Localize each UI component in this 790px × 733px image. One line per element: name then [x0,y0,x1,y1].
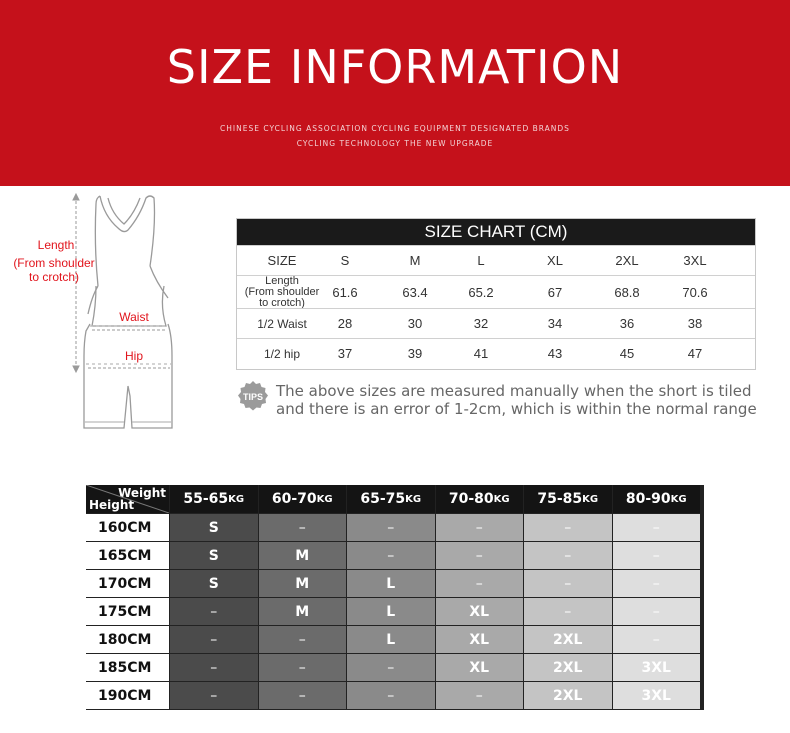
height-row-label: 165CM [86,542,169,569]
size-row-waist [237,308,755,338]
size-chart-title: SIZE CHART (CM) [237,219,755,245]
size-cell: – [347,514,435,541]
size-cell: – [524,598,612,625]
hip-s: 37 [337,346,353,361]
weight-range: 60-70 [271,491,317,507]
waist-3xl: 38 [687,316,703,331]
size-cell: 3XL [613,654,701,681]
weight-unit: KG [582,493,599,505]
size-cell: – [524,514,612,541]
corner-weight-label: Weight [118,486,166,500]
weight-unit: KG [228,493,245,505]
size-cell: – [613,570,701,597]
size-cell: – [170,654,258,681]
weight-unit: KG [493,493,510,505]
height-row-label: 170CM [86,570,169,597]
tips-badge [237,380,269,412]
size-cell: – [170,626,258,653]
size-cell: L [347,626,435,653]
weight-range: 80-90 [625,491,671,507]
hip-label: Hip [124,349,143,363]
size-cell: – [524,542,612,569]
weight-height-corner [86,485,169,513]
length-label: Length [37,238,75,252]
weight-column-header [259,485,347,513]
size-cell: 2XL [524,626,612,653]
size-cell: – [170,682,258,709]
size-cell: XL [436,654,524,681]
size-cell: – [613,626,701,653]
weight-range: 70-80 [448,491,494,507]
size-cell: S [170,514,258,541]
hip-m: 39 [407,346,423,361]
corner-height-label: Height [89,498,135,512]
size-cell: L [347,570,435,597]
waist-label: Waist [119,310,149,324]
length-2xl: 68.8 [614,284,640,300]
size-cell: XL [436,626,524,653]
length-xl: 67 [547,284,563,300]
size-cell: L [347,598,435,625]
size-col-2xl: 2XL [615,253,639,268]
weight-unit: KG [405,493,422,505]
weight-unit: KG [316,493,333,505]
height-row-label: 185CM [86,654,169,681]
size-cell: – [347,542,435,569]
size-cell: – [613,514,701,541]
hip-row-label: 1/2 hip [263,346,301,361]
weight-unit: KG [670,493,687,505]
size-cell: – [613,598,701,625]
size-chart-table [236,218,756,370]
tips-badge-text: TIPS [242,392,264,402]
size-cell: 3XL [613,682,701,709]
size-cell: – [436,682,524,709]
size-cell: M [259,570,347,597]
weight-column-header [613,485,701,513]
size-cell: – [170,598,258,625]
size-col-m: M [409,253,421,268]
length-3xl: 70.6 [682,284,708,300]
size-cell: 2XL [524,654,612,681]
length-s: 61.6 [332,284,358,300]
size-cell: M [259,598,347,625]
size-cell: – [347,682,435,709]
length-row-label [237,276,327,308]
height-row-label: 175CM [86,598,169,625]
size-cell: S [170,570,258,597]
length-row-label-3: to crotch) [259,296,305,309]
weight-range: 55-65 [183,491,229,507]
size-cell: S [170,542,258,569]
length-note-1: (From shoulder [13,256,95,270]
corner-diagonal [86,485,169,513]
tips-line-2: and there is an error of 1-2cm, which is within the normal range [276,400,757,418]
weight-column-header [436,485,524,513]
size-cell: – [613,542,701,569]
banner-subtitle-2: CYCLING TECHNOLOGY THE NEW UPGRADE [296,139,494,148]
length-l: 65.2 [468,284,494,300]
hip-xl: 43 [547,346,563,361]
weight-column-header [347,485,435,513]
height-row-label: 180CM [86,626,169,653]
bib-shorts-diagram [0,186,230,446]
size-cell: – [259,682,347,709]
size-cell: 2XL [524,682,612,709]
tips-note [276,382,757,418]
size-col-l: L [477,253,485,268]
size-row-length [237,275,755,308]
tips-line-1: The above sizes are measured manually when the short is tiled [276,382,752,400]
waist-l: 32 [473,316,489,331]
page-title: SIZE INFORMATION [166,40,624,94]
length-row-label-2: (From shoulder [244,285,320,298]
waist-m: 30 [407,316,423,331]
length-row-label-1: Length [265,274,299,287]
waist-s: 28 [337,316,353,331]
size-cell: – [347,654,435,681]
height-row-label: 190CM [86,682,169,709]
tips-badge-icon [237,380,269,412]
weight-range: 75-85 [537,491,583,507]
size-cell: – [524,570,612,597]
size-cell: XL [436,598,524,625]
size-cell: – [436,570,524,597]
size-col-s: S [340,253,350,268]
size-header-label: SIZE [267,253,297,268]
length-note-2: to crotch) [28,270,79,284]
hip-l: 41 [473,346,489,361]
size-cell: M [259,542,347,569]
size-cell: – [436,542,524,569]
weight-column-header [170,485,258,513]
waist-2xl: 36 [619,316,635,331]
size-row-hip [237,338,755,368]
length-m: 63.4 [402,284,428,300]
height-row-label: 160CM [86,514,169,541]
size-col-3xl: 3XL [683,253,707,268]
waist-xl: 34 [547,316,563,331]
weight-column-header [524,485,612,513]
hip-2xl: 45 [619,346,635,361]
weight-range: 65-75 [360,491,406,507]
banner-subtitle-1: CHINESE CYCLING ASSOCIATION CYCLING EQUIPMENT DESIGNATED BRANDS [220,124,570,133]
size-header-row [237,245,755,275]
hip-3xl: 47 [687,346,703,361]
size-cell: – [259,514,347,541]
size-cell: – [259,654,347,681]
header-banner [0,0,790,186]
height-weight-table [86,485,704,710]
size-cell: – [436,514,524,541]
waist-row-label: 1/2 Waist [257,316,307,331]
size-cell: – [259,626,347,653]
size-col-xl: XL [547,253,563,268]
